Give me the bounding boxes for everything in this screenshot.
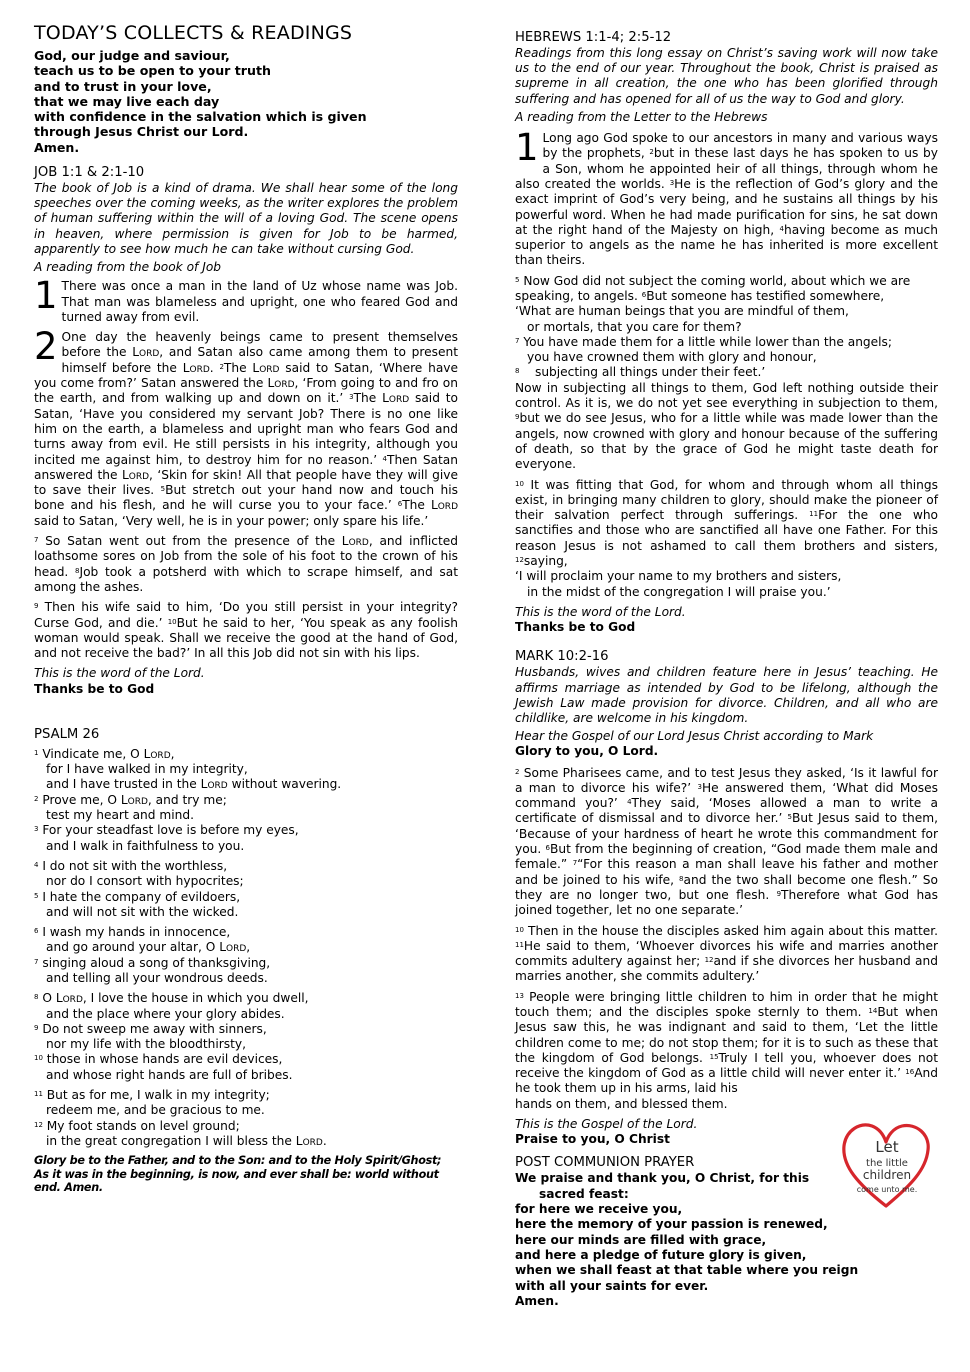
mark-verse-2: $^2$ Some Pharisees came, and to test Jesus they asked, ‘Is it lawful for a man to divorce his wife?’ $^3$He answered them, ‘What did Moses command you?’ $^4$They said, ‘Moses allowed a man to write a certificate of dismissal and to divorce her.’ $^5$But Jesus said to them, ‘Because of your hardness of heart he wrote this commandment for you. $^6$But from the beginning of creation, “God made them male and female.” $^7$“For this reason a man shall leave his father and mother and be joined to his wife, $^8$and the two shall become one flesh.” So they are no longer two, but one flesh. $^9$Therefore what God has joined together, let no one separate.’	[515, 765, 939, 918]
job-chapter-2: 2 One day the heavenly beings came to present themselves before the Lord, and Satan also came among them to present himself before the Lord. $^2$The Lord said to Satan, ‘Where have you come from?’ Satan answered the Lord, ‘From going to and fro on the earth, and from walking up and down on it.’ $^3$The Lord said to Satan, ‘Have you considered my servant Job? There is no one like him on the earth, a blameless and upright man who fears God and turns away from evil. He still persists in his integrity, although you incited me against him, to destroy him for no reason.’ $^4$Then Satan answered the Lord, ‘Skin for skin! All that people have they will give to save their lives. $^5$But stretch out your hand now and touch his bone and his flesh, and he will curse you to your face.’ $^6$The Lord said to Satan, ‘Very well, he is in your power; only spare his life.’	[34, 325, 459, 528]
heart-text-line: Let	[875, 1138, 899, 1156]
hebrews-verse-8b: Now in subjecting all things to them, God left nothing outside their control. As it is, we do not yet see everything in subjection to them, $^9$but we do see Jesus, who for a little while was made lower than the angels, now crowned with glory and honour because of the suffering of death, so that by the grace of God he might taste death for everyone.	[515, 380, 938, 472]
collect-line: and to trust in your love,	[34, 78, 212, 94]
chapter-number: 1	[34, 274, 58, 318]
hebrews-chapter-1: 1 Long ago God spoke to our ancestors in many and various ways by the prophets, $^2$but in these last days he has spoken to us by a Son, whom he appointed heir of all things, through whom he also created the worlds. $^3$He is the reflection of God’s glory and the exact imprint of God’s very being, and he sustains all things by his powerful word. When he had made purification for sins, he sat down at the right hand of the Majesty on high, $^4$having become as much superior to angels as the name he has inherited is more excellent than theirs.	[515, 126, 938, 268]
prayer-line: sacred feast:	[539, 1186, 629, 1201]
gospel-response: Praise to you, O Christ	[515, 1132, 670, 1147]
job-chapter-1: 1 There was once a man in the land of Uz whose name was Job. That man was blameless and upright, one who feared God and turned away from evil.	[34, 274, 458, 324]
mark-verse-13: $^{13}$ People were bringing little children to him in order that he might touch them; and the disciples spoke sternly to them. $^{14}$But when Jesus saw this, he was indignant and said to them, ‘Let the little children come to me; do not stop them; for it is to such as these that the kingdom of God belongs. $^{15}$Truly I tell you, whoever does not receive the kingdom of God as a little child will never enter it.’ $^{16}$And he took them up in his arms, laid his hands on them, and blessed them.	[515, 989, 938, 1111]
job-verse-7: $^7$ So Satan went out from the presence of the Lord, and inflicted loathsome sores on Job from the sole of his foot to the crown of his head. $^8$Job took a potsherd with which to scrape himself, and sat among the ashes.	[34, 534, 458, 594]
collect-line: God, our judge and saviour,	[34, 48, 230, 63]
mark-reading-response: Glory to you, O Lord.	[515, 744, 659, 759]
heart-text-line: come unto me.	[856, 1185, 918, 1194]
prayer-line: here our minds are filled with grace,	[515, 1232, 767, 1247]
job-reading-intro: A reading from the book of Job	[34, 260, 222, 275]
heart-text-line: children	[862, 1168, 912, 1182]
hebrews-verses-5-8: $^5$ Now God did not subject the coming world, about which we are speaking, to angels. $^6$But someone has testified somewhere, ‘What are human beings that you are mindful of them, or mortals, that you care for them? $^7$ You have made them for a little while lower than the angels; you have crowned them with glory and honour, $^8$ subjecting all things under their feet.’	[515, 273, 911, 380]
collect-prayer	[34, 48, 458, 155]
chapter-number: 2	[34, 325, 58, 369]
hebrews-intro: Readings from this long essay on Christ’s saving work will now take us to the end of our year. Throughout the book, Christ is praised as supreme in all creation, the one who has been glorified through suffering and has opened for all of us the way to God and glory.	[515, 46, 938, 106]
page-title: TODAY’S COLLECTS & READINGS	[34, 22, 353, 44]
job-intro: The book of Job is a kind of drama. We shall hear some of the long speeches over the coming weeks, as the writer explores the problem of human suffering within the will of a loving God. The scene opens in heaven, where permission is given for Job to be harmed, apparently to see how much he can take without cursing God.	[34, 181, 458, 256]
heart-text-line: the little	[866, 1158, 908, 1169]
hebrews-reading-intro: A reading from the Letter to the Hebrews	[515, 109, 768, 124]
hebrews-verse-12: ‘I will proclaim your name to my brothers and sisters, in the midst of the congregation I will praise you.’	[515, 569, 842, 599]
mark-reading-intro: Hear the Gospel of our Lord Jesus Christ according to Mark	[515, 729, 874, 744]
prayer-line: Amen.	[515, 1293, 559, 1308]
psalm-text: $^1$ Vindicate me, O Lord, for I have walked in my integrity, and I have trusted in the Lord without wavering. $^2$ Prove me, O Lord, and try me; test my heart and mind. $^3$ For your steadfast love is before my eyes, and I walk in faithfulness to you. $^4$ I do not sit with the worthless, nor do I consort with hypocrites; $^5$ I hate the company of evildoers, and will not sit with the wicked. $^6$ I wash my hands in innocence, and go around your altar, O Lord, $^7$ singing aloud a song of thanksgiving, and telling all your wondrous deeds. $^8$ O Lord, I love the house in which you dwell, and the place where your glory abides. $^9$ Do not sweep me away with sinners, nor my life with the bloodthirsty, $^{10}$ those in whose hands are evil devices, and whose right hands are full of bribes. $^{11}$ But as for me, I walk in my integrity; redeem me, and be gracious to me. $^{12}$ My foot stands on level ground; in the great congregation I will bless the Lord.	[34, 746, 342, 1148]
psalm-heading: PSALM 26	[34, 726, 100, 742]
mark-intro: Husbands, wives and children feature here in Jesus’ teaching. He affirms marriage as intended by God to be lifelong, although the Jewish Law made provision for divorce. Children, and all who are childlike, are welcome in his kingdom.	[515, 665, 938, 725]
prayer-line: with all your saints for ever.	[515, 1278, 709, 1293]
left-column	[34, 22, 458, 1195]
collect-line: through Jesus Christ our Lord.	[34, 124, 249, 140]
collect-line: that we may live each day	[34, 93, 220, 109]
prayer-line: for here we receive you,	[515, 1202, 683, 1217]
gloria: Glory be to the Father, and to the Son: and to the Holy Spirit/Ghost; As it was in the beginning, is now, and ever shall be: world without end. Amen.	[34, 1154, 442, 1195]
job-verse-9: $^9$ Then his wife said to him, ‘Do you still persist in your integrity? Curse God, and die.’ $^{10}$But he said to her, ‘You speak as any foolish woman would speak. Shall we receive the good at the hand of God, and not receive the bad?’ In all this Job did not sin with his lips.	[34, 600, 458, 661]
hebrews-word-of-the-lord: This is the word of the Lord.	[515, 604, 686, 619]
mark-heading: MARK 10:2-16	[515, 649, 609, 665]
prayer-line: We praise and thank you, O Christ, for this	[515, 1171, 810, 1186]
post-communion-heading: POST COMMUNION PRAYER	[515, 1155, 695, 1171]
chapter-number: 1	[515, 126, 539, 170]
prayer-line: when we shall feast at that table where you reign	[515, 1263, 859, 1278]
prayer-line: here the memory of your passion is renewed,	[515, 1217, 828, 1232]
mark-verse-10: $^{10}$ Then in the house the disciples asked him again about this matter. $^{11}$He said to them, ‘Whoever divorces his wife and marries another commits adultery against her; $^{12}$and if she divorces her husband and marries another, she commits adultery.’	[515, 923, 938, 984]
hebrews-response: Thanks be to God	[515, 620, 636, 635]
job-heading: JOB 1:1 & 2:1-10	[34, 165, 145, 181]
collect-line: Amen.	[34, 139, 80, 155]
job-word-of-the-lord: This is the word of the Lord.	[34, 666, 205, 681]
hebrews-heading: HEBREWS 1:1-4; 2:5-12	[515, 30, 672, 45]
collect-line: teach us to be open to your truth	[34, 63, 271, 79]
gospel-of-the-lord: This is the Gospel of the Lord.	[515, 1117, 698, 1132]
prayer-line: and here a pledge of future glory is given,	[515, 1247, 807, 1262]
job-response: Thanks be to God	[34, 681, 155, 696]
heart-illustration	[838, 1116, 934, 1212]
collect-line: with confidence in the salvation which is given	[34, 109, 367, 125]
hebrews-verse-10: $^{10}$ It was fitting that God, for whom and through whom all things exist, in bringing many children to glory, should make the pioneer of their salvation perfect through sufferings. $^{11}$For the one who sanctifies and those who are sanctified all have one Father. For this reason Jesus is not ashamed to call them brothers and sisters, $^{12}$saying,	[515, 477, 938, 569]
